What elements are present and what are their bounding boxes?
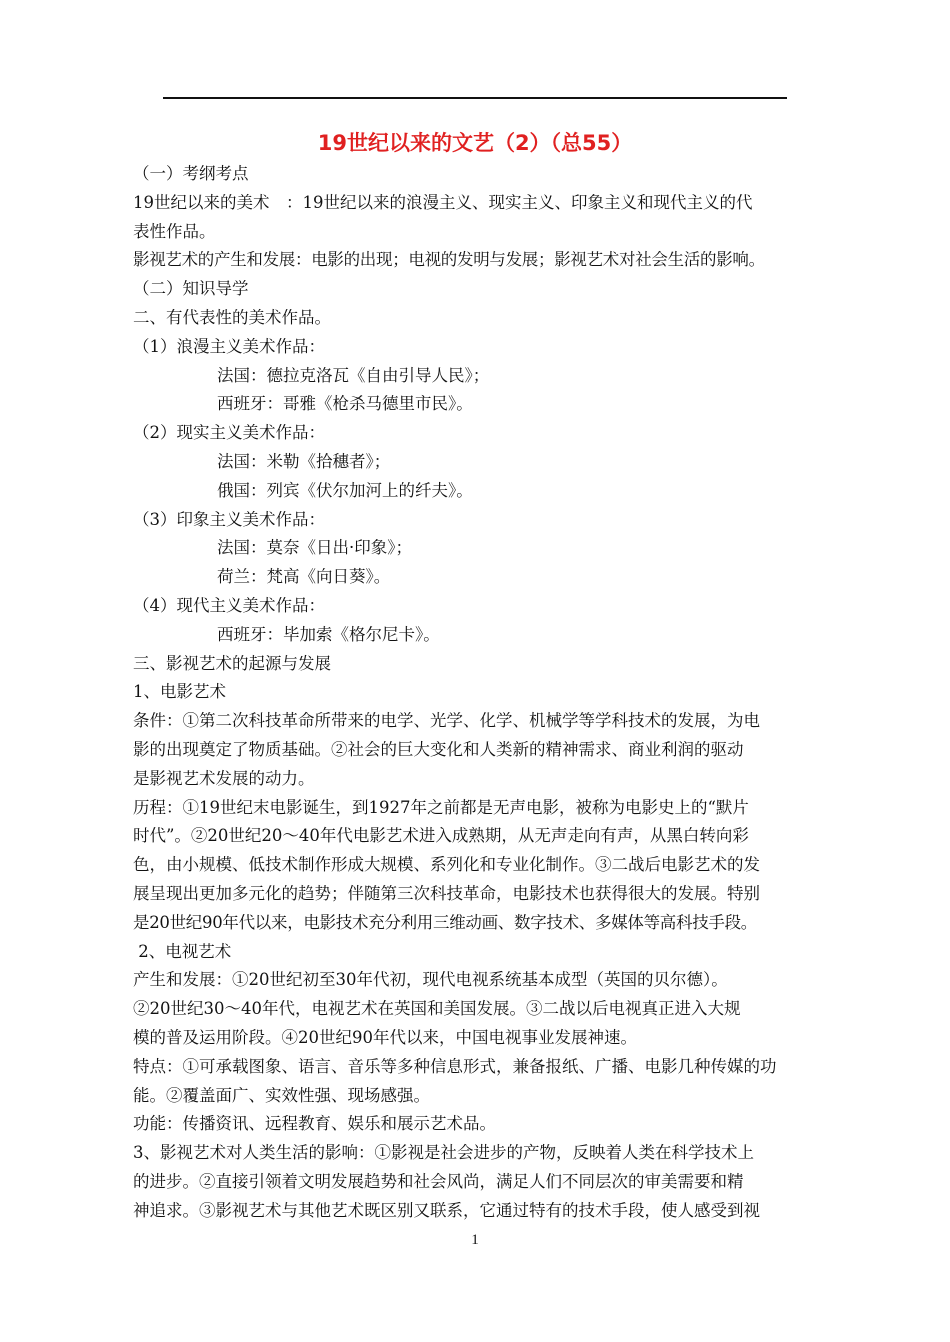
text-line: 法国：米勒《拾穗者》； [217,451,391,471]
text-line: 西班牙：哥雅《枪杀马德里市民》。 [217,394,473,414]
text-line: 模的普及运用阶段。④20世纪90年代以来，中国电视事业发展神速。 [133,1027,637,1047]
text-line: 功能：传播资讯、远程教育、娱乐和展示艺术品。 [133,1114,496,1134]
text-line: 色，由小规模、低技术制作形成大规模、系列化和专业化制作。③二战后电影艺术的发 [133,855,760,875]
text-line: 神追求。③影视艺术与其他艺术既区别又联系，它通过特有的技术手段，使人感受到视 [133,1200,760,1220]
text-line: 影视艺术的产生和发展：电影的出现；电视的发明与发展；影视艺术对社会生活的影响。 [133,250,765,270]
text-line: ②20世纪30～40年代，电视艺术在英国和美国发展。③二战以后电视真正进入大规 [133,999,741,1019]
document-title: 19世纪以来的文艺（2）（总55） [317,131,633,155]
text-line: （4）现代主义美术作品： [133,595,325,615]
text-line: 是影视艺术发展的动力。 [133,768,315,788]
text-line: 西班牙：毕加索《格尔尼卡》。 [217,624,440,644]
text-line: （2）现实主义美术作品： [133,423,325,443]
text-line: 1、电影艺术 [133,682,226,702]
text-line: 法国：德拉克洛瓦《自由引导人民》； [217,365,490,385]
page-number: 1 [471,1232,479,1248]
text-line: 三、影视艺术的起源与发展 [133,653,331,673]
text-line: 19世纪以来的美术 ：19世纪以来的浪漫主义、现实主义、印象主义和现代主义的代 [133,192,753,212]
text-line: 3、影视艺术对人类生活的影响：①影视是社会进步的产物，反映着人类在科学技术上 [133,1143,754,1163]
text-line: 能。②覆盖面广、实效性强、现场感强。 [133,1085,430,1105]
text-line: 荷兰：梵高《向日葵》。 [217,567,391,587]
text-line: 二、有代表性的美术作品。 [133,307,331,327]
text-line: 历程：①19世纪末电影诞生，到1927年之前都是无声电影，被称为电影史上的“默片 [133,797,749,817]
text-line: 特点：①可承载图象、语言、音乐等多种信息形式，兼备报纸、广播、电影几种传媒的功 [133,1056,777,1076]
text-line: 表性作品。 [133,221,216,241]
text-line: （3）印象主义美术作品： [133,509,325,529]
text-line: （1）浪漫主义美术作品： [133,336,325,356]
text-line: 产生和发展：①20世纪初至30年代初，现代电视系统基本成型（英国的贝尔德）。 [133,970,728,990]
text-line: 法国：莫奈《日出·印象》； [217,538,412,558]
text-line: 条件：①第二次科技革命所带来的电学、光学、化学、机械学等学科技术的发展，为电 [133,711,760,731]
text-line: （二）知识导学 [133,279,249,299]
text-line: 的进步。②直接引领着文明发展趋势和社会风尚，满足人们不同层次的审美需要和精 [133,1171,744,1191]
text-line: 时代”。②20世纪20～40年代电影艺术进入成熟期，从无声走向有声，从黑白转向彩 [133,826,749,846]
document-body [133,160,841,1225]
text-line: 俄国：列宾《伏尔加河上的纤夫》。 [217,480,473,500]
header-rule [163,97,787,99]
text-line: 是20世纪90年代以来，电影技术充分利用三维动画、数字技术、多媒体等高科技手段。 [133,912,757,932]
text-line: 展呈现出更加多元化的趋势；伴随第三次科技革命，电影技术也获得很大的发展。特别 [133,883,760,903]
text-line: （一）考纲考点 [133,164,249,183]
text-line: 影的出现奠定了物质基础。②社会的巨大变化和人类新的精神需求、商业利润的驱动 [133,739,744,759]
text-line: 2、电视艺术 [133,941,232,961]
